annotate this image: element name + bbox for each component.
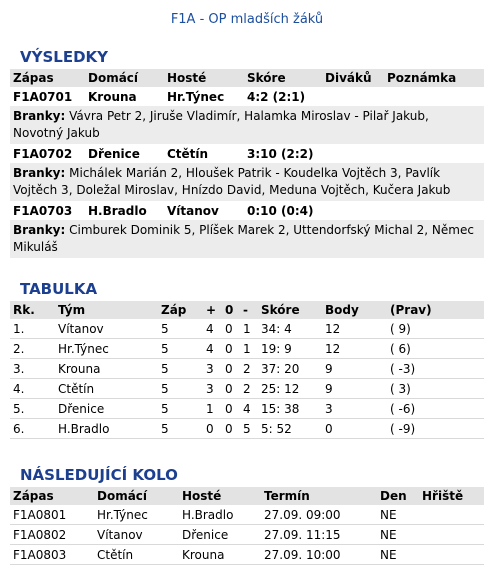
match-pitch: [419, 525, 484, 545]
draws-cell: 0: [222, 359, 240, 379]
points-cell: 12: [322, 319, 387, 339]
scorers-label: Branky:: [13, 223, 66, 237]
standings-row: [10, 379, 484, 399]
match-spectators: [322, 87, 384, 106]
score-cell: 15: 38: [258, 399, 322, 419]
wins-cell: 0: [203, 419, 222, 439]
col-header-rank: Rk.: [10, 301, 55, 319]
match-away: Vítanov: [167, 203, 219, 218]
draws-cell: 0: [222, 419, 240, 439]
match-away: H.Bradlo: [179, 505, 261, 525]
match-away: Dřenice: [179, 525, 261, 545]
match-id: F1A0803: [10, 545, 94, 565]
col-header-spectators: Diváků: [322, 69, 384, 87]
next-round-row: [10, 525, 484, 545]
match-pitch: [419, 545, 484, 565]
played-cell: 5: [158, 359, 203, 379]
wins-cell: 4: [203, 319, 222, 339]
col-header-truth: (Prav): [387, 301, 484, 319]
team-cell: Dřenice: [55, 399, 158, 419]
losses-cell: 1: [240, 339, 258, 359]
match-day: NE: [377, 545, 419, 565]
col-header-points: Body: [322, 301, 387, 319]
standings-row: [10, 319, 484, 339]
rank-cell: 1.: [10, 319, 55, 339]
truth-cell: ( -9): [387, 419, 484, 439]
truth-cell: ( 9): [387, 319, 484, 339]
page-title: F1A - OP mladších žáků: [170, 12, 324, 27]
match-note: [384, 144, 484, 163]
losses-cell: 4: [240, 399, 258, 419]
standings-body: [10, 319, 484, 439]
next-round-row: [10, 505, 484, 525]
col-header-match: Zápas: [10, 69, 85, 87]
match-home: H.Bradlo: [88, 203, 147, 218]
match-date: 27.09. 11:15: [261, 525, 377, 545]
match-day: NE: [377, 525, 419, 545]
standings-row: [10, 419, 484, 439]
scorers-text: Vávra Petr 2, Jiruše Vladimír, Halamka Miroslav - Pilař Jakub, Novotný Jakub: [13, 109, 429, 140]
next-round-header-row: [10, 487, 484, 505]
standings-row: [10, 399, 484, 419]
match-score: 0:10 (0:4): [247, 203, 314, 218]
points-cell: 3: [322, 399, 387, 419]
col-header-score: Skóre: [258, 301, 322, 319]
score-cell: 5: 52: [258, 419, 322, 439]
results-heading: VÝSLEDKY: [20, 48, 109, 66]
match-home: Vítanov: [94, 525, 179, 545]
standings-heading: TABULKA: [20, 280, 98, 298]
rank-cell: 6.: [10, 419, 55, 439]
losses-cell: 2: [240, 379, 258, 399]
next-round-heading: NÁSLEDUJÍCÍ KOLO: [20, 466, 178, 484]
match-pitch: [419, 505, 484, 525]
scorers-label: Branky:: [13, 166, 66, 180]
match-away: Krouna: [179, 545, 261, 565]
match-home: Krouna: [88, 89, 137, 104]
col-header-home: Domácí: [94, 487, 179, 505]
team-cell: H.Bradlo: [55, 419, 158, 439]
scorers-text: Cimburek Dominik 5, Plíšek Marek 2, Uttendorfský Michal 2, Němec Mikuláš: [13, 223, 474, 254]
points-cell: 12: [322, 339, 387, 359]
col-header-losses: -: [240, 301, 258, 319]
match-note: [384, 201, 484, 220]
scorers-row: [10, 163, 484, 201]
match-home: Ctětín: [94, 545, 179, 565]
wins-cell: 1: [203, 399, 222, 419]
played-cell: 5: [158, 399, 203, 419]
truth-cell: ( -3): [387, 359, 484, 379]
team-cell: Hr.Týnec: [55, 339, 158, 359]
match-spectators: [322, 201, 384, 220]
points-cell: 9: [322, 359, 387, 379]
col-header-away: Hosté: [179, 487, 261, 505]
col-header-team: Tým: [55, 301, 158, 319]
col-header-pitch: Hřiště: [419, 487, 484, 505]
match-id: F1A0703: [13, 203, 73, 218]
scorers-row: [10, 220, 484, 258]
scorers-text: Michálek Marián 2, Hloušek Patrik - Koudelka Vojtěch 3, Pavlík Vojtěch 3, Doležal Miroslav, Hnízdo David, Meduna Vojtěch, Kučera Jakub: [13, 166, 451, 197]
col-header-date: Termín: [261, 487, 377, 505]
wins-cell: 3: [203, 359, 222, 379]
score-cell: 25: 12: [258, 379, 322, 399]
match-date: 27.09. 10:00: [261, 545, 377, 565]
standings-row: [10, 359, 484, 379]
scorers-label: Branky:: [13, 109, 66, 123]
match-row: [10, 144, 484, 163]
match-id: F1A0801: [10, 505, 94, 525]
points-cell: 9: [322, 379, 387, 399]
col-header-day: Den: [377, 487, 419, 505]
points-cell: 0: [322, 419, 387, 439]
rank-cell: 2.: [10, 339, 55, 359]
losses-cell: 5: [240, 419, 258, 439]
played-cell: 5: [158, 379, 203, 399]
match-row: [10, 201, 484, 220]
team-cell: Vítanov: [55, 319, 158, 339]
truth-cell: ( 6): [387, 339, 484, 359]
score-cell: 34: 4: [258, 319, 322, 339]
standings-table: [10, 301, 484, 439]
match-home: Hr.Týnec: [94, 505, 179, 525]
col-header-note: Poznámka: [384, 69, 484, 87]
match-id: F1A0701: [13, 89, 73, 104]
rank-cell: 3.: [10, 359, 55, 379]
score-cell: 37: 20: [258, 359, 322, 379]
wins-cell: 4: [203, 339, 222, 359]
draws-cell: 0: [222, 339, 240, 359]
played-cell: 5: [158, 339, 203, 359]
standings-row: [10, 339, 484, 359]
results-table: [10, 69, 484, 258]
match-note: [384, 87, 484, 106]
col-header-match: Zápas: [10, 487, 94, 505]
draws-cell: 0: [222, 379, 240, 399]
losses-cell: 1: [240, 319, 258, 339]
team-cell: Krouna: [55, 359, 158, 379]
truth-cell: ( -6): [387, 399, 484, 419]
match-away: Hr.Týnec: [167, 89, 225, 104]
match-score: 3:10 (2:2): [247, 146, 314, 161]
match-away: Ctětín: [167, 146, 209, 161]
col-header-wins: +: [203, 301, 222, 319]
col-header-played: Záp: [158, 301, 203, 319]
col-header-away: Hosté: [164, 69, 244, 87]
match-day: NE: [377, 505, 419, 525]
next-round-table: [10, 487, 484, 565]
rank-cell: 4.: [10, 379, 55, 399]
standings-header-row: [10, 301, 484, 319]
results-header-row: [10, 69, 484, 87]
played-cell: 5: [158, 319, 203, 339]
rank-cell: 5.: [10, 399, 55, 419]
match-date: 27.09. 09:00: [261, 505, 377, 525]
draws-cell: 0: [222, 319, 240, 339]
team-cell: Ctětín: [55, 379, 158, 399]
match-score: 4:2 (2:1): [247, 89, 306, 104]
next-round-row: [10, 545, 484, 565]
match-row: [10, 87, 484, 106]
scorers-row: [10, 106, 484, 144]
score-cell: 19: 9: [258, 339, 322, 359]
match-home: Dřenice: [88, 146, 140, 161]
losses-cell: 2: [240, 359, 258, 379]
match-id: F1A0802: [10, 525, 94, 545]
match-id: F1A0702: [13, 146, 73, 161]
truth-cell: ( 3): [387, 379, 484, 399]
draws-cell: 0: [222, 399, 240, 419]
col-header-home: Domácí: [85, 69, 164, 87]
match-spectators: [322, 144, 384, 163]
next-round-body: [10, 505, 484, 565]
col-header-draws: 0: [222, 301, 240, 319]
played-cell: 5: [158, 419, 203, 439]
col-header-score: Skóre: [244, 69, 322, 87]
wins-cell: 3: [203, 379, 222, 399]
